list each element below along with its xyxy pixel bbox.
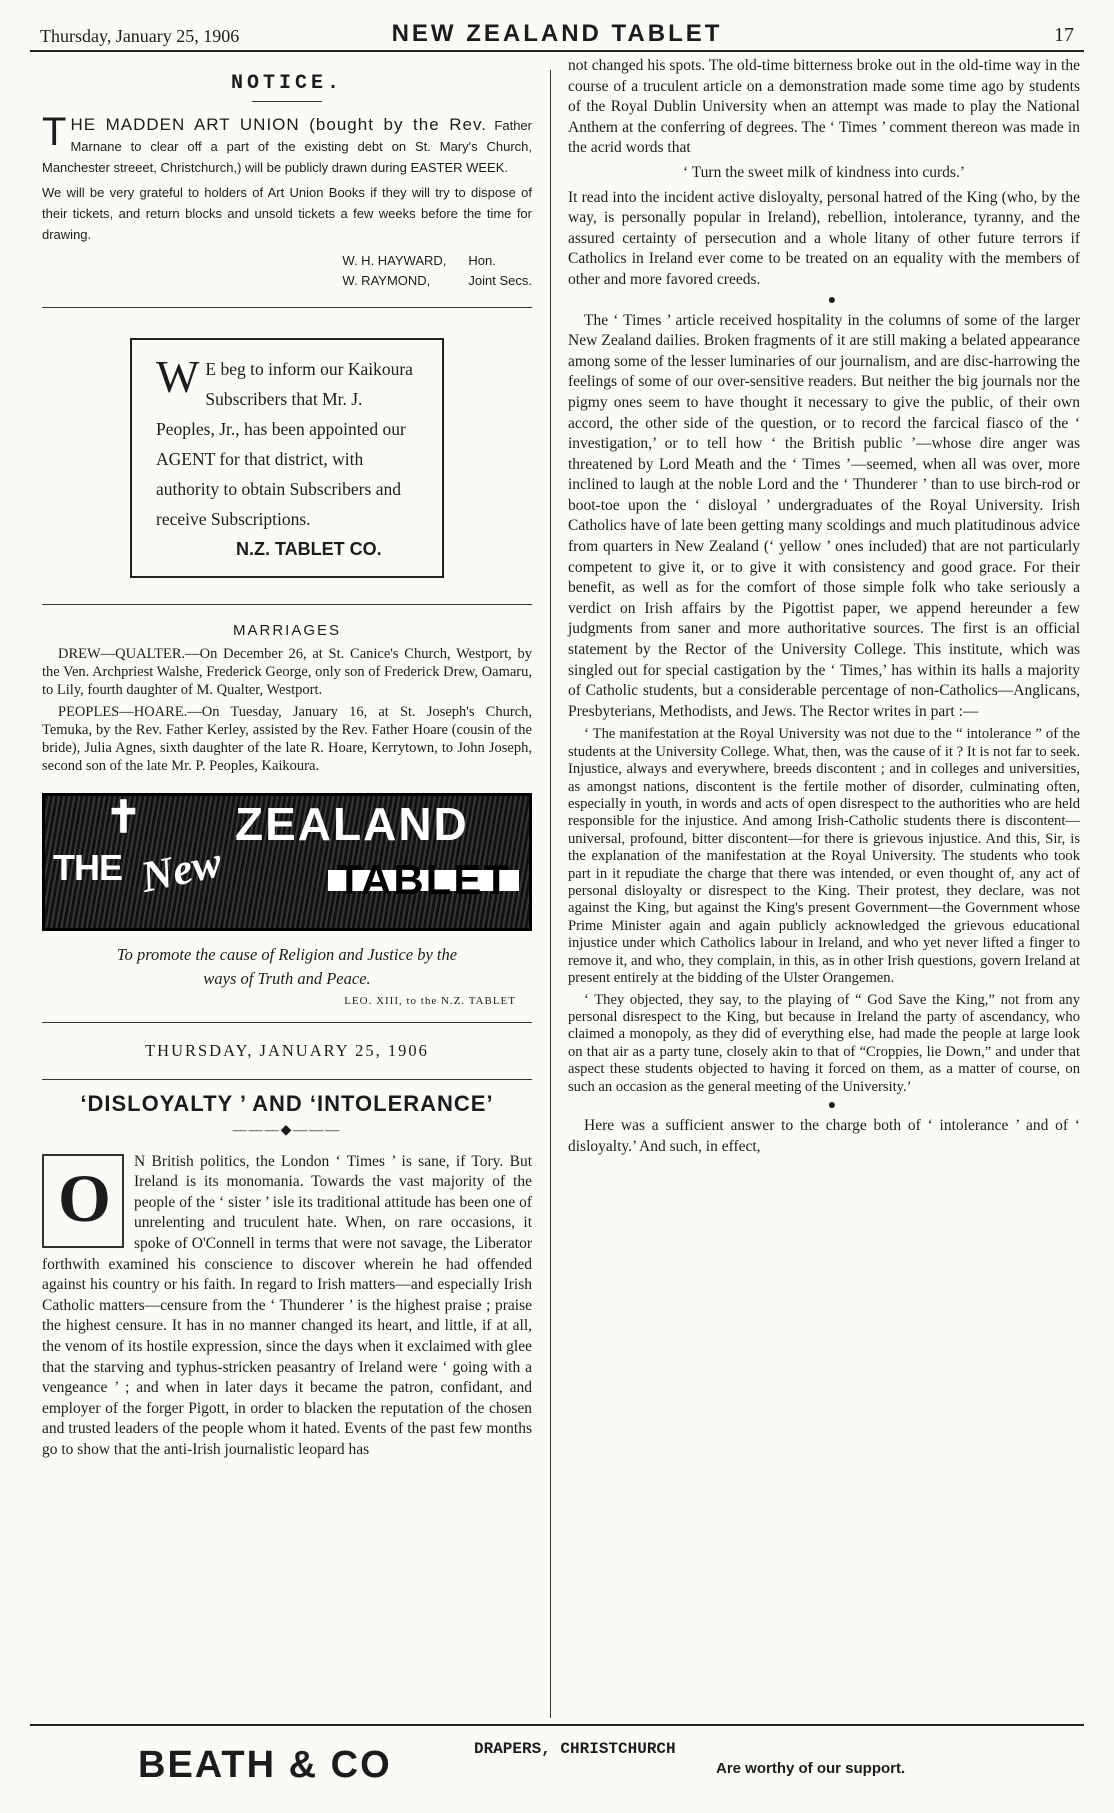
article-text-left: N British politics, the London ‘ Times ’ is sane, if Tory. But Ireland is its monomania. Towards the vast majority of the people of the ‘ sister ’ isle its traditional attitude has been one of unrelenting and truculent hate. When, on rare occasions, it spoke of O'Connell in terms that were not savage, the Liberator forthwith examined his conscience to discover wherein he had offended against his country or his faith. In regard to Irish matters—and especially Irish Catholic matters—censure from the ‘ Thunderer ’ is the highest praise ; praise the highest censure. It has in no manner changed its heart, and little, if at all, the venom of its hostile expression, since the days when it exclaimed with glee that the starving and typhus-stricken peasantry of Ireland were ‘ going with a vengeance ’ ; and when in later days it became the patron, confidant, and employer of the forger Pigott, in order to blacken the reputation of the chosen and trusted leaders of the people whom it hated. Events of the past few months go to show that the anti-Irish journalistic leopard has — [42, 1152, 532, 1458]
notice-rule — [252, 101, 322, 102]
banner-zealand: ZEALAND — [235, 798, 469, 851]
motto — [42, 943, 532, 991]
dot-separator: ● — [827, 1097, 837, 1113]
article-paragraph: The ‘ Times ’ article received hospitality in the columns of some of the larger New Zealand dailies. Broken fragments of it are still making a belated appearance among some of the lesser luminaries of our journalism, and are disc-harrowing the feelings of some of our over-sensitive readers. But neither the big journals nor the pigmy ones seem to have thought it necessary to give the public, of their own accord, the other side of the question, or to record the farcical fiasco of the ‘ investigation,’ or to tell how ‘ the British public ’—whose dire anger was threatened by Lord Meath and the ‘ Times ’—seemed, when all was over, more inclined to laugh at the noble Lord and the ‘ Thunderer ’ than to use birch-rod or boot-toe upon the ‘ disloyal ’ undergraduates of the Royal University. Irish Catholics have of late been getting many scoldings and much platitudinous advice from quarters in New Zealand (‘ yellow ’ ones included) that are not particularly competent to give it, or to give it with consistency and good grace. For their benefit, as well as for the comfort of those simple folk who take seriously a verdict on Irish affairs by the Pigottist paper, we append hereunder a few judgments from saner and more authoritative sources. The first is an official statement by the Rector of the University College. This institute, which was singled out for special castigation by the ‘ Times,’ has within its halls a majority of Catholic students, but a considerable percentage of non-Catholics—Anglicans, Presbyterians, Methodists, and Jews. The Rector writes in part :— — [568, 311, 1080, 720]
footer-advertiser: BEATH & CO — [138, 1744, 392, 1786]
marriages-heading: MARRIAGES — [232, 621, 341, 639]
article-paragraph: Here was a sufficient answer to the charge both of ‘ intolerance ’ and of ‘ disloyalty.’ And such, in effect, — [568, 1116, 1080, 1155]
article-paragraph: not changed his spots. The old-time bitterness broke out in the old-time way in the course of a truculent article on a demonstration made some time ago by students of the Royal Dublin University when an attempt was made to play the National Anthem at the conferring of degrees. The ‘ Times ’ comment thereon was made in the acrid words that — [568, 57, 1080, 157]
right-column — [568, 56, 1080, 1161]
notice-text-2: We will be very grateful to holders of Art Union Books if they will try to dispose of their tickets, and return blocks and unsold tickets a few weeks before the time for drawing. — [42, 184, 532, 242]
page-header — [30, 20, 1084, 52]
banner-tablet: TABLET — [328, 870, 519, 891]
dot-separator: ● — [827, 292, 837, 308]
cross-icon: ✝ — [105, 793, 142, 843]
masthead-banner — [42, 793, 532, 931]
quote-paragraph: ‘ They objected, they say, to the playing of “ God Save the King,” not from any personal disrespect to the King, but because in Ireland the party of ascendancy, who claimed a monopoly, as they did of everything else, had made the people at large look on that air as a party tune, closely akin to that of “Croppies, lie Down,” and under that aspect these students objected to having it forced on them, as a matter of course, on such an occasion as the general meeting of the University.’ — [568, 991, 1080, 1095]
agent-drop-initial: W — [156, 350, 200, 402]
notice-text-1: Father Marnane to clear off a part of the existing debt on St. Mary's Church, Manchester streeet, Christchurch,) will be publicly drawn during EASTER WEEK. — [42, 117, 532, 175]
divider — [42, 604, 532, 605]
rector-quote — [568, 726, 1080, 1096]
marriage-entry: DREW—QUALTER.—On December 26, at St. Canice's Church, Westport, by the Ven. Archpriest Walshe, Frederick George, only son of Frederick Drew, Oamaru, to Lily, fourth daughter of M. Qualter, Westport. — [42, 646, 532, 699]
ornament-rule: ———◆——— — [232, 1122, 342, 1138]
notice-title: NOTICE. — [230, 72, 343, 95]
issue-date: THURSDAY, JANUARY 25, 1906 — [145, 1040, 429, 1060]
notice-body — [42, 109, 532, 291]
notice-signature — [42, 251, 532, 291]
signer-role-2: Joint Secs. — [468, 272, 532, 288]
motto-attribution: LEO. XIII, to the N.Z. TABLET — [344, 995, 516, 1008]
agent-notice-box — [130, 338, 444, 578]
page-number: 17 — [1054, 24, 1074, 46]
article-quote-line: ‘ Turn the sweet milk of kindness into curds.’ — [683, 163, 965, 181]
signer-1: W. H. HAYWARD, — [342, 252, 447, 268]
column-rule — [550, 70, 551, 1718]
banner-new: New — [136, 837, 226, 903]
header-date: Thursday, January 25, 1906 — [40, 26, 240, 46]
footer-trade: DRAPERS, CHRISTCHURCH — [474, 1740, 676, 1758]
left-column — [42, 56, 532, 1460]
drop-cap-letter: O — [58, 1159, 111, 1236]
footer-slogan: Are worthy of our support. — [716, 1760, 906, 1777]
agent-text: E beg to inform our Kaikoura Subscribers that Mr. J. Peoples, Jr., has been appointed our AGENT for that district, with authority to obtain Subscribers and receive Subscriptions. — [156, 358, 413, 529]
article-paragraph: It read into the incident active disloyalty, personal hatred of the King (who, by the way, is personally popular in Ireland), rebellion, intolerance, tyranny, and the assured certainty of persecution and a whole litany of other future terrors if Catholics in Ireland ever come to be treated on an equality with the members of other and more favored creeds. — [568, 188, 1080, 288]
agent-signature: N.Z. TABLET CO. — [236, 538, 382, 559]
article-left-body — [42, 1152, 532, 1461]
divider — [42, 1079, 532, 1080]
article-right-body — [568, 56, 1080, 722]
article-title: ‘DISLOYALTY ’ AND ‘INTOLERANCE’ — [80, 1091, 494, 1117]
divider — [42, 307, 532, 308]
article-right-body-end — [568, 1097, 1080, 1157]
signer-2: W. RAYMOND, — [342, 272, 431, 288]
signer-role-1: Hon. — [468, 252, 496, 268]
masthead: NEW ZEALAND TABLET — [391, 20, 723, 47]
marriage-entry: PEOPLES—HOARE.—On Tuesday, January 16, at St. Joseph's Church, Temuka, by the Rev. Father Kerley, assisted by the Rev. Father Hoare (cousin of the bride), Julia Agnes, sixth daughter of the late R. Hoare, Kerrytown, to John Joseph, second son of the late Mr. P. Peoples, Kaikoura. — [42, 704, 532, 775]
notice-lead: HE MADDEN ART UNION (bought by the Rev. — [70, 114, 487, 134]
quote-paragraph: ‘ The manifestation at the Royal University was not due to the “ intolerance ” of the students at the University College. What, then, was the cause of it ? It is not far to seek. Injustice, always and everywhere, breeds discontent ; and in colleges and universities, as amongst nations, discontent is the fertile mother of disorder, culminating often, especially in youth, in words and acts of open disrespect to the authorities who are held responsible for the injustice. And among Irish-Catholic students there is discontent—universal, profound, bitter discontent—for there is grievous injustice. And this, Sir, is the explanation of the manifestation at the Royal University. The students who took part in it repudiate the charge that there was intended, or even thought of, any act of personal disloyalty or disrespect to the King. Their protest, they declare, was not against the King, but against the King's present Government—the Government whose Prime Minister again and again publicly acknowledged the grievous educational injustice under which Catholics labour in Ireland, and who yet never lifted a finger to remove it, and who, they complain, in this, as in other Irish questions, govern Ireland at present entirely at the bidding of the Ulster Orangemen. — [568, 726, 1080, 987]
motto-line-2: ways of Truth and Peace. — [203, 969, 371, 989]
ornamental-drop-cap — [42, 1154, 124, 1248]
motto-line-1: To promote the cause of Religion and Justice by the — [116, 945, 458, 965]
notice-drop-initial: T — [42, 109, 67, 154]
footer-rule — [30, 1724, 1084, 1726]
banner-the: THE — [53, 847, 122, 889]
divider — [42, 1022, 532, 1023]
marriages-list — [42, 645, 532, 775]
